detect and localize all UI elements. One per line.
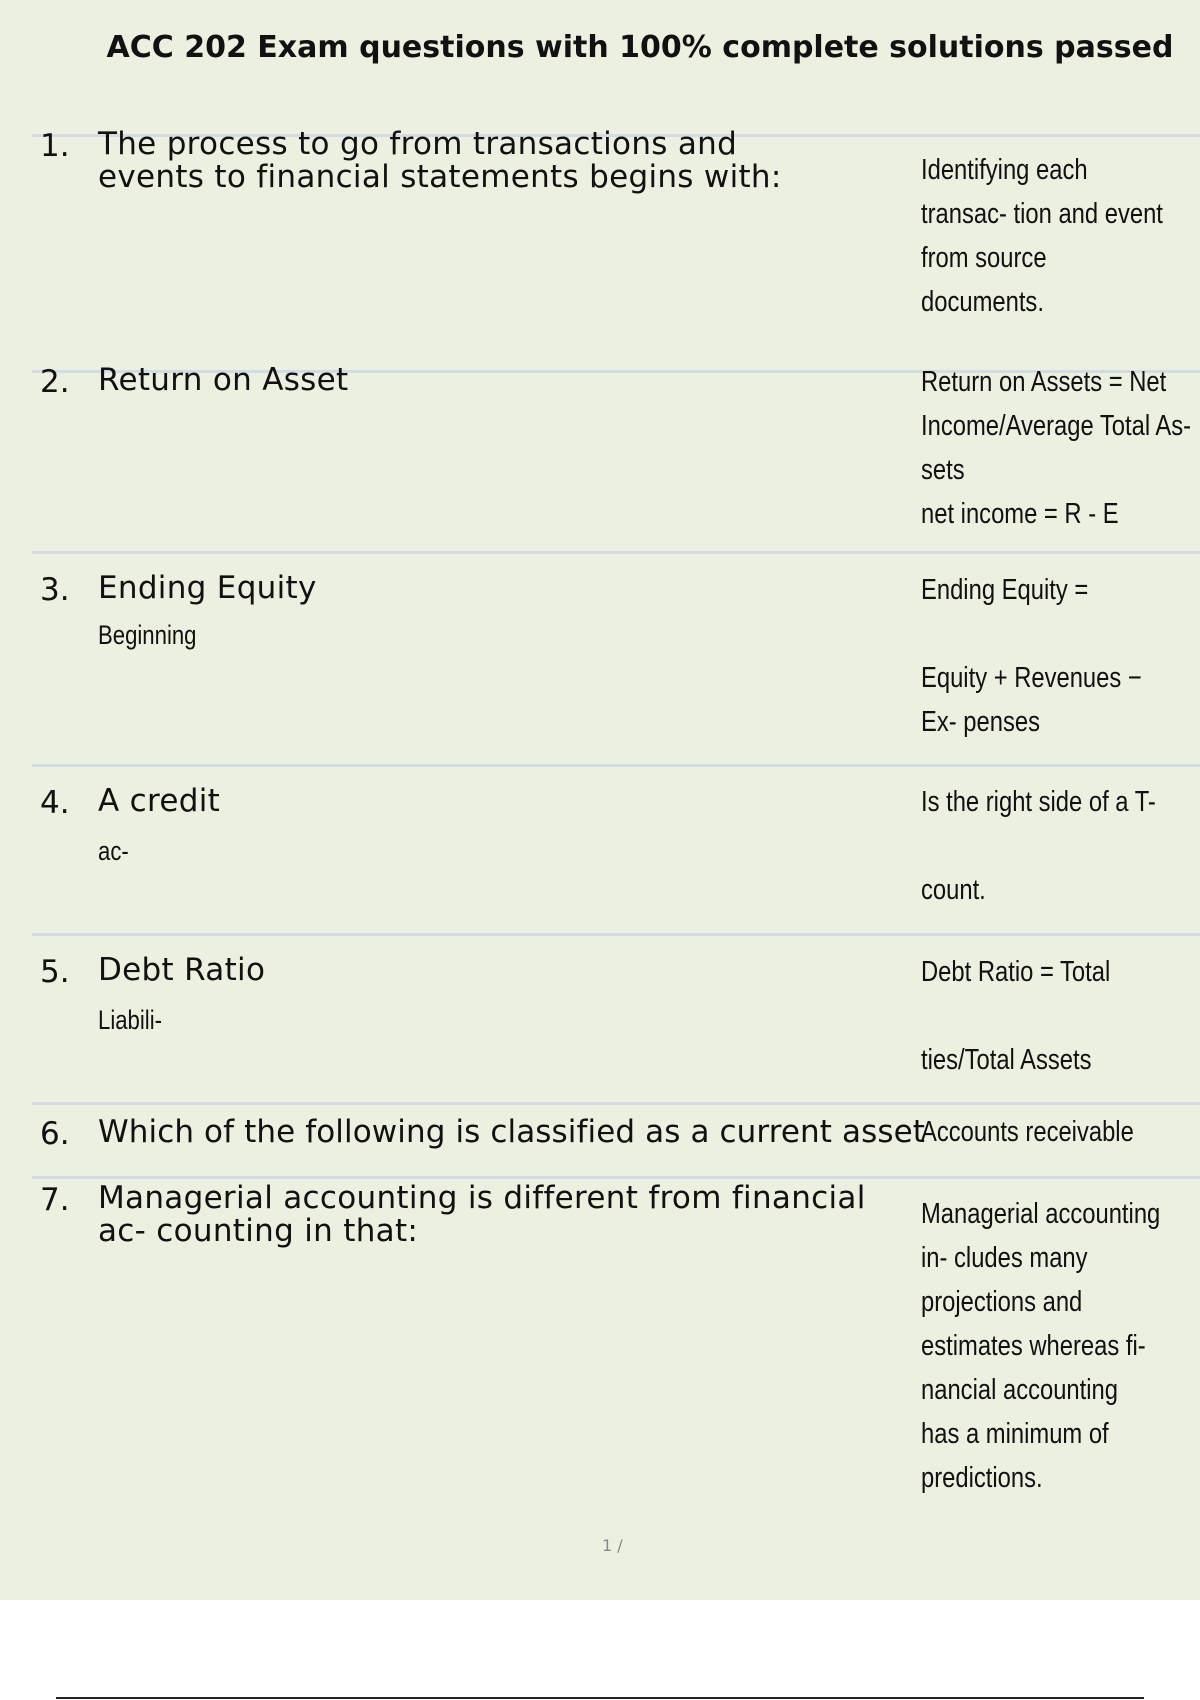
question-text: Debt Ratio <box>98 952 266 988</box>
answer-text: Ending Equity = <box>921 574 1089 606</box>
answer-text: Managerial accounting in- cludes many projections and estimates whereas fi- nancial accounting has a minimum of predictions. <box>921 1198 1161 1494</box>
answer-text: Equity + Revenues − Ex- penses <box>921 662 1142 738</box>
question-number: 3. <box>40 572 70 608</box>
page-number: 1 / <box>602 1536 623 1555</box>
row-divider <box>32 764 1200 767</box>
question-text: events to financial statements begins with: <box>98 159 782 195</box>
row-divider <box>32 933 1200 936</box>
question-text: Which of the following is classified as a current asset <box>98 1114 926 1150</box>
answer-text: Is the right side of a T- <box>921 786 1156 818</box>
question-text: Managerial accounting is different from financial <box>98 1180 866 1216</box>
answer-text: Identifying each transac- tion and event from source documents. <box>921 154 1163 318</box>
question-number: 2. <box>40 364 70 400</box>
question-number: 6. <box>40 1116 70 1152</box>
row-divider <box>32 1102 1200 1105</box>
answer-text: ties/Total Assets <box>921 1044 1092 1076</box>
question-number: 5. <box>40 954 70 990</box>
question-number: 4. <box>40 785 70 821</box>
row-divider <box>32 1176 1200 1179</box>
answer-text: count. <box>921 874 986 906</box>
question-subtext: ac- <box>98 836 129 866</box>
page-title: ACC 202 Exam questions with 100% complete solutions passed <box>106 30 1174 65</box>
question-subtext: Beginning <box>98 620 197 650</box>
question-text: A credit <box>98 783 221 819</box>
question-number: 1. <box>40 128 70 164</box>
question-text: Return on Asset <box>98 362 349 398</box>
answer-text: Accounts receivable <box>921 1116 1134 1148</box>
question-text: Ending Equity <box>98 570 317 606</box>
answer-text: Debt Ratio = Total <box>921 956 1111 988</box>
answer-text: Return on Assets = Net Income/Average Total As- sets net income = R - E <box>921 366 1192 530</box>
question-number: 7. <box>40 1182 70 1218</box>
question-text: ac- counting in that: <box>98 1213 419 1249</box>
question-subtext: Liabili- <box>98 1005 162 1035</box>
row-divider <box>32 551 1200 554</box>
page-separator <box>56 1697 1144 1699</box>
question-text: The process to go from transactions and <box>98 126 738 162</box>
